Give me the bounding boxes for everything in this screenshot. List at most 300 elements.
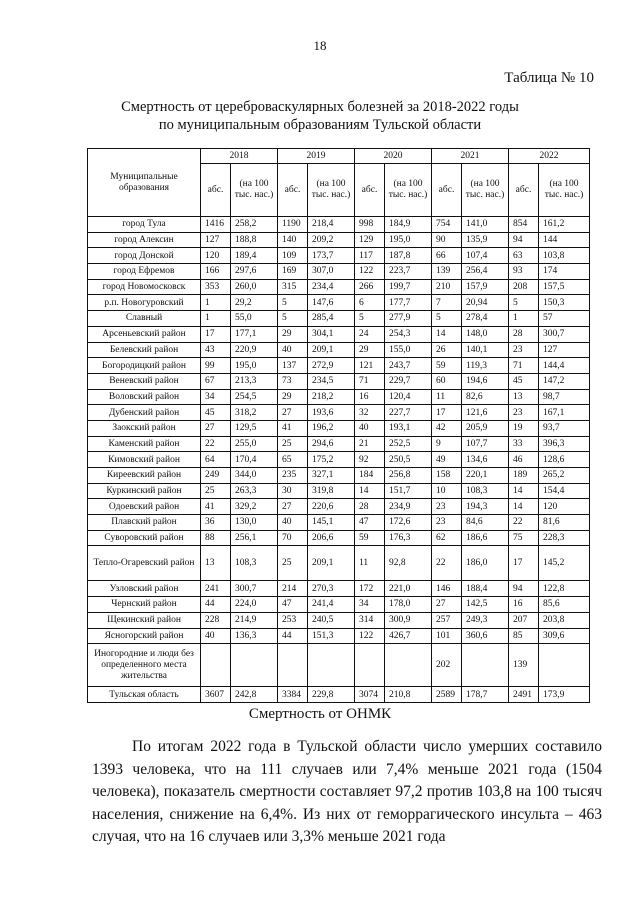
rate-value-cell: 240,5: [308, 612, 355, 628]
abs-value-cell: 127: [201, 232, 231, 248]
abs-value-cell: 202: [432, 644, 462, 687]
abs-value-cell: 62: [432, 530, 462, 546]
header-year: 2021: [432, 149, 509, 164]
rate-value-cell: 188,8: [231, 232, 278, 248]
rate-value-cell: 209,1: [308, 546, 355, 581]
rate-value-cell: 142,5: [462, 597, 509, 613]
rate-value-cell: 170,4: [231, 452, 278, 468]
municipality-name: Веневский район: [88, 373, 201, 389]
rate-value-cell: 329,2: [231, 499, 278, 515]
rate-value-cell: 277,9: [385, 311, 432, 327]
rate-value-cell: 318,2: [231, 405, 278, 421]
header-rate: (на 100 тыс. нас.): [462, 164, 509, 217]
abs-value-cell: 88: [201, 530, 231, 546]
rate-value-cell: 309,6: [539, 628, 590, 644]
abs-value-cell: 23: [432, 515, 462, 531]
abs-value-cell: 208: [509, 279, 539, 295]
rate-value-cell: 255,0: [231, 436, 278, 452]
rate-value-cell: 140,1: [462, 342, 509, 358]
municipality-name: Иногородние и люди без определенного места жительства: [88, 644, 201, 687]
section-heading: Смертность от ОНМК: [248, 706, 392, 722]
table-row: [88, 468, 590, 484]
abs-value-cell: [278, 644, 308, 687]
abs-value-cell: 169: [278, 264, 308, 280]
table-row: [88, 373, 590, 389]
abs-value-cell: 11: [355, 546, 385, 581]
abs-value-cell: 189: [509, 468, 539, 484]
rate-value-cell: 145,1: [308, 515, 355, 531]
rate-value-cell: 121,6: [462, 405, 509, 421]
rate-value-cell: [385, 644, 432, 687]
rate-value-cell: [462, 644, 509, 687]
abs-value-cell: 90: [432, 232, 462, 248]
rate-value-cell: 178,0: [385, 597, 432, 613]
table-row: [88, 217, 590, 233]
rate-value-cell: 234,5: [308, 373, 355, 389]
abs-value-cell: 99: [201, 358, 231, 374]
rate-value-cell: 193,6: [308, 405, 355, 421]
abs-value-cell: 14: [432, 326, 462, 342]
table-row: [88, 420, 590, 436]
rate-value-cell: [539, 644, 590, 687]
abs-value-cell: 59: [355, 530, 385, 546]
abs-value-cell: 14: [509, 483, 539, 499]
rate-value-cell: 256,8: [385, 468, 432, 484]
abs-value-cell: 166: [201, 264, 231, 280]
abs-value-cell: 30: [278, 483, 308, 499]
header-year: 2019: [278, 149, 355, 164]
table-row: [88, 452, 590, 468]
abs-value-cell: 7: [432, 295, 462, 311]
rate-value-cell: 92,8: [385, 546, 432, 581]
abs-value-cell: 315: [278, 279, 308, 295]
abs-value-cell: 28: [355, 499, 385, 515]
rate-value-cell: 151,3: [308, 628, 355, 644]
table-row: [88, 358, 590, 374]
abs-value-cell: 3074: [355, 687, 385, 703]
table-row: [88, 248, 590, 264]
rate-value-cell: [231, 644, 278, 687]
rate-value-cell: 144,4: [539, 358, 590, 374]
abs-value-cell: 28: [509, 326, 539, 342]
rate-value-cell: 148,0: [462, 326, 509, 342]
abs-value-cell: 214: [278, 581, 308, 597]
rate-value-cell: 210,8: [385, 687, 432, 703]
rate-value-cell: 241,4: [308, 597, 355, 613]
abs-value-cell: 16: [509, 597, 539, 613]
abs-value-cell: 41: [201, 499, 231, 515]
table-row: [88, 311, 590, 327]
table-row: [88, 644, 590, 687]
rate-value-cell: 220,9: [231, 342, 278, 358]
abs-value-cell: 241: [201, 581, 231, 597]
rate-value-cell: 278,4: [462, 311, 509, 327]
abs-value-cell: 16: [355, 389, 385, 405]
abs-value-cell: 10: [432, 483, 462, 499]
rate-value-cell: 20,94: [462, 295, 509, 311]
abs-value-cell: 257: [432, 612, 462, 628]
abs-value-cell: 47: [278, 597, 308, 613]
header-abs: абс.: [355, 164, 385, 217]
abs-value-cell: 34: [355, 597, 385, 613]
abs-value-cell: 129: [355, 232, 385, 248]
page-number: 18: [313, 38, 327, 53]
rate-value-cell: 81,6: [539, 515, 590, 531]
rate-value-cell: 199,7: [385, 279, 432, 295]
table-row: [88, 295, 590, 311]
abs-value-cell: 101: [432, 628, 462, 644]
municipality-name: Щекинский район: [88, 612, 201, 628]
abs-value-cell: 40: [278, 515, 308, 531]
abs-value-cell: 207: [509, 612, 539, 628]
rate-value-cell: 297,6: [231, 264, 278, 280]
rate-value-cell: 194,3: [462, 499, 509, 515]
abs-value-cell: 210: [432, 279, 462, 295]
rate-value-cell: 119,3: [462, 358, 509, 374]
table-row: [88, 530, 590, 546]
rate-value-cell: 173,9: [539, 687, 590, 703]
abs-value-cell: 70: [278, 530, 308, 546]
abs-value-cell: 94: [509, 232, 539, 248]
municipality-name: Арсеньевский район: [88, 326, 201, 342]
rate-value-cell: 209,1: [308, 342, 355, 358]
abs-value-cell: 2589: [432, 687, 462, 703]
rate-value-cell: 178,7: [462, 687, 509, 703]
municipality-name: Каменский район: [88, 436, 201, 452]
rate-value-cell: 120: [539, 499, 590, 515]
rate-value-cell: 55,0: [231, 311, 278, 327]
abs-value-cell: 5: [278, 311, 308, 327]
abs-value-cell: 29: [278, 389, 308, 405]
rate-value-cell: 265,2: [539, 468, 590, 484]
abs-value-cell: 71: [355, 373, 385, 389]
abs-value-cell: 41: [278, 420, 308, 436]
table-row: [88, 232, 590, 248]
rate-value-cell: 161,2: [539, 217, 590, 233]
rate-value-cell: 129,5: [231, 420, 278, 436]
rate-value-cell: 272,9: [308, 358, 355, 374]
rate-value-cell: 229,7: [385, 373, 432, 389]
abs-value-cell: 2491: [509, 687, 539, 703]
rate-value-cell: 195,0: [385, 232, 432, 248]
abs-value-cell: 754: [432, 217, 462, 233]
body-paragraph: По итогам 2022 года в Тульской области число умерших составило 1393 человека, что на 111 случаев или 7,4% меньше 2021 года (1504 человека), показатель смертности составляет 97,2 против 103,8 на 100 тысяч населения, снижение на 6,4%. Из них от геморрагического инсульта – 463 случая, что на 16 случаев или 3,3% меньше 2021 года: [92, 738, 602, 845]
abs-value-cell: 228: [201, 612, 231, 628]
abs-value-cell: 139: [509, 644, 539, 687]
rate-value-cell: 258,2: [231, 217, 278, 233]
rate-value-cell: 155,0: [385, 342, 432, 358]
rate-value-cell: 300,7: [231, 581, 278, 597]
abs-value-cell: 23: [509, 342, 539, 358]
abs-value-cell: 94: [509, 581, 539, 597]
rate-value-cell: 177,1: [231, 326, 278, 342]
abs-value-cell: 17: [432, 405, 462, 421]
abs-value-cell: [355, 644, 385, 687]
abs-value-cell: 21: [355, 436, 385, 452]
abs-value-cell: 314: [355, 612, 385, 628]
abs-value-cell: 117: [355, 248, 385, 264]
rate-value-cell: 193,1: [385, 420, 432, 436]
abs-value-cell: 40: [355, 420, 385, 436]
table-row: [88, 515, 590, 531]
rate-value-cell: 243,7: [385, 358, 432, 374]
rate-value-cell: 187,8: [385, 248, 432, 264]
title-line-2: по муниципальным образованиям Тульской области: [158, 117, 482, 133]
header-abs: абс.: [278, 164, 308, 217]
header-abs: абс.: [201, 164, 231, 217]
abs-value-cell: 27: [432, 597, 462, 613]
municipality-name: город Алексин: [88, 232, 201, 248]
municipality-name: Белевский район: [88, 342, 201, 358]
rate-value-cell: 157,5: [539, 279, 590, 295]
abs-value-cell: 1416: [201, 217, 231, 233]
municipality-name: город Новомосковск: [88, 279, 201, 295]
rate-value-cell: 151,7: [385, 483, 432, 499]
abs-value-cell: 1: [509, 311, 539, 327]
abs-value-cell: 60: [432, 373, 462, 389]
abs-value-cell: 22: [201, 436, 231, 452]
rate-value-cell: 175,2: [308, 452, 355, 468]
rate-value-cell: 234,4: [308, 279, 355, 295]
rate-value-cell: 220,1: [462, 468, 509, 484]
abs-value-cell: 73: [278, 373, 308, 389]
rate-value-cell: 426,7: [385, 628, 432, 644]
abs-value-cell: 146: [432, 581, 462, 597]
rate-value-cell: 205,9: [462, 420, 509, 436]
abs-value-cell: 43: [201, 342, 231, 358]
municipality-name: Куркинский район: [88, 483, 201, 499]
abs-value-cell: 67: [201, 373, 231, 389]
rate-value-cell: 134,6: [462, 452, 509, 468]
rate-value-cell: 223,7: [385, 264, 432, 280]
table-row: [88, 612, 590, 628]
rate-value-cell: 130,0: [231, 515, 278, 531]
municipality-name: Суворовский район: [88, 530, 201, 546]
abs-value-cell: 109: [278, 248, 308, 264]
rate-value-cell: 224,0: [231, 597, 278, 613]
table-row: [88, 546, 590, 581]
title-line-1: Смертность от цереброваскулярных болезней за 2018-2022 годы: [121, 99, 519, 115]
municipality-name: Узловский район: [88, 581, 201, 597]
rate-value-cell: 29,2: [231, 295, 278, 311]
rate-value-cell: 157,9: [462, 279, 509, 295]
abs-value-cell: 9: [432, 436, 462, 452]
municipality-name: Чернский район: [88, 597, 201, 613]
rate-value-cell: 135,9: [462, 232, 509, 248]
rate-value-cell: 147,2: [539, 373, 590, 389]
abs-value-cell: 24: [355, 326, 385, 342]
municipality-name: Воловский район: [88, 389, 201, 405]
municipality-name: Тепло-Огаревский район: [88, 546, 201, 581]
table-row: [88, 436, 590, 452]
abs-value-cell: 353: [201, 279, 231, 295]
table-title: [0, 98, 640, 134]
abs-value-cell: 40: [201, 628, 231, 644]
abs-value-cell: 120: [201, 248, 231, 264]
abs-value-cell: 17: [201, 326, 231, 342]
abs-value-cell: 11: [432, 389, 462, 405]
rate-value-cell: 344,0: [231, 468, 278, 484]
header-year: 2022: [509, 149, 590, 164]
abs-value-cell: 235: [278, 468, 308, 484]
rate-value-cell: 327,1: [308, 468, 355, 484]
rate-value-cell: 218,4: [308, 217, 355, 233]
rate-value-cell: 249,3: [462, 612, 509, 628]
municipality-name: город Тула: [88, 217, 201, 233]
rate-value-cell: 154,4: [539, 483, 590, 499]
abs-value-cell: 172: [355, 581, 385, 597]
abs-value-cell: 27: [201, 420, 231, 436]
rate-value-cell: 256,1: [231, 530, 278, 546]
header-abs: абс.: [432, 164, 462, 217]
abs-value-cell: 140: [278, 232, 308, 248]
rate-value-cell: 307,0: [308, 264, 355, 280]
abs-value-cell: 17: [509, 546, 539, 581]
table-row: [88, 499, 590, 515]
abs-value-cell: 29: [278, 326, 308, 342]
municipality-name: Киреевский район: [88, 468, 201, 484]
abs-value-cell: 42: [432, 420, 462, 436]
abs-value-cell: 45: [201, 405, 231, 421]
abs-value-cell: 121: [355, 358, 385, 374]
table-row: [88, 581, 590, 597]
rate-value-cell: 304,1: [308, 326, 355, 342]
rate-value-cell: 263,3: [231, 483, 278, 499]
header-year: 2020: [355, 149, 432, 164]
rate-value-cell: 300,9: [385, 612, 432, 628]
rate-value-cell: 260,0: [231, 279, 278, 295]
municipality-name: р.п. Новогуровский: [88, 295, 201, 311]
rate-value-cell: 98,7: [539, 389, 590, 405]
rate-value-cell: 93,7: [539, 420, 590, 436]
municipality-name: Заокский район: [88, 420, 201, 436]
rate-value-cell: 176,3: [385, 530, 432, 546]
header-rate: (на 100 тыс. нас.): [539, 164, 590, 217]
rate-value-cell: 186,6: [462, 530, 509, 546]
abs-value-cell: 25: [201, 483, 231, 499]
rate-value-cell: 220,6: [308, 499, 355, 515]
table-row: [88, 483, 590, 499]
abs-value-cell: 44: [278, 628, 308, 644]
abs-value-cell: 5: [432, 311, 462, 327]
rate-value-cell: 256,4: [462, 264, 509, 280]
municipality-name: Дубенский район: [88, 405, 201, 421]
municipality-name: Плавский район: [88, 515, 201, 531]
rate-value-cell: 108,3: [231, 546, 278, 581]
abs-value-cell: 184: [355, 468, 385, 484]
abs-value-cell: 854: [509, 217, 539, 233]
rate-value-cell: 173,7: [308, 248, 355, 264]
rate-value-cell: 228,3: [539, 530, 590, 546]
rate-value-cell: 103,8: [539, 248, 590, 264]
abs-value-cell: 93: [509, 264, 539, 280]
abs-value-cell: 92: [355, 452, 385, 468]
rate-value-cell: 234,9: [385, 499, 432, 515]
abs-value-cell: 59: [432, 358, 462, 374]
municipality-name: город Ефремов: [88, 264, 201, 280]
abs-value-cell: 3607: [201, 687, 231, 703]
rate-value-cell: 209,2: [308, 232, 355, 248]
municipality-name: Славный: [88, 311, 201, 327]
municipality-name: город Донской: [88, 248, 201, 264]
rate-value-cell: 203,8: [539, 612, 590, 628]
rate-value-cell: 188,4: [462, 581, 509, 597]
abs-value-cell: 66: [432, 248, 462, 264]
abs-value-cell: 249: [201, 468, 231, 484]
abs-value-cell: 1: [201, 295, 231, 311]
header-municipality: Муниципальные образования: [88, 149, 201, 217]
rate-value-cell: 213,3: [231, 373, 278, 389]
header-abs: абс.: [509, 164, 539, 217]
abs-value-cell: 13: [509, 389, 539, 405]
table-row: [88, 389, 590, 405]
table-row: [88, 597, 590, 613]
abs-value-cell: 49: [432, 452, 462, 468]
rate-value-cell: 174: [539, 264, 590, 280]
rate-value-cell: 206,6: [308, 530, 355, 546]
rate-value-cell: 319,8: [308, 483, 355, 499]
abs-value-cell: 1: [201, 311, 231, 327]
rate-value-cell: 250,5: [385, 452, 432, 468]
abs-value-cell: 1190: [278, 217, 308, 233]
rate-value-cell: 214,9: [231, 612, 278, 628]
table-row: [88, 628, 590, 644]
abs-value-cell: 27: [278, 499, 308, 515]
rate-value-cell: 177,7: [385, 295, 432, 311]
header-rate: (на 100 тыс. нас.): [308, 164, 355, 217]
table-row: [88, 279, 590, 295]
abs-value-cell: 5: [509, 295, 539, 311]
municipality-name: Богородицкий район: [88, 358, 201, 374]
rate-value-cell: 194,6: [462, 373, 509, 389]
rate-value-cell: 218,2: [308, 389, 355, 405]
abs-value-cell: 14: [355, 483, 385, 499]
abs-value-cell: 266: [355, 279, 385, 295]
table-row: [88, 264, 590, 280]
abs-value-cell: 5: [278, 295, 308, 311]
rate-value-cell: 270,3: [308, 581, 355, 597]
rate-value-cell: 122,8: [539, 581, 590, 597]
municipality-name: Кимовский район: [88, 452, 201, 468]
rate-value-cell: 184,9: [385, 217, 432, 233]
rate-value-cell: 82,6: [462, 389, 509, 405]
rate-value-cell: 189,4: [231, 248, 278, 264]
abs-value-cell: 27: [278, 405, 308, 421]
rate-value-cell: 57: [539, 311, 590, 327]
abs-value-cell: 85: [509, 628, 539, 644]
header-row-years: [88, 149, 590, 164]
abs-value-cell: 22: [509, 515, 539, 531]
rate-value-cell: 85,6: [539, 597, 590, 613]
abs-value-cell: 13: [201, 546, 231, 581]
abs-value-cell: 25: [278, 546, 308, 581]
rate-value-cell: 172,6: [385, 515, 432, 531]
rate-value-cell: 285,4: [308, 311, 355, 327]
mortality-table: [87, 148, 590, 703]
abs-value-cell: 137: [278, 358, 308, 374]
abs-value-cell: 32: [355, 405, 385, 421]
rate-value-cell: 300,7: [539, 326, 590, 342]
abs-value-cell: 40: [278, 342, 308, 358]
municipality-name: Тульская область: [88, 687, 201, 703]
header-rate: (на 100 тыс. нас.): [231, 164, 278, 217]
rate-value-cell: 195,0: [231, 358, 278, 374]
rate-value-cell: 108,3: [462, 483, 509, 499]
abs-value-cell: 34: [201, 389, 231, 405]
abs-value-cell: 46: [509, 452, 539, 468]
abs-value-cell: 14: [509, 499, 539, 515]
abs-value-cell: 26: [432, 342, 462, 358]
